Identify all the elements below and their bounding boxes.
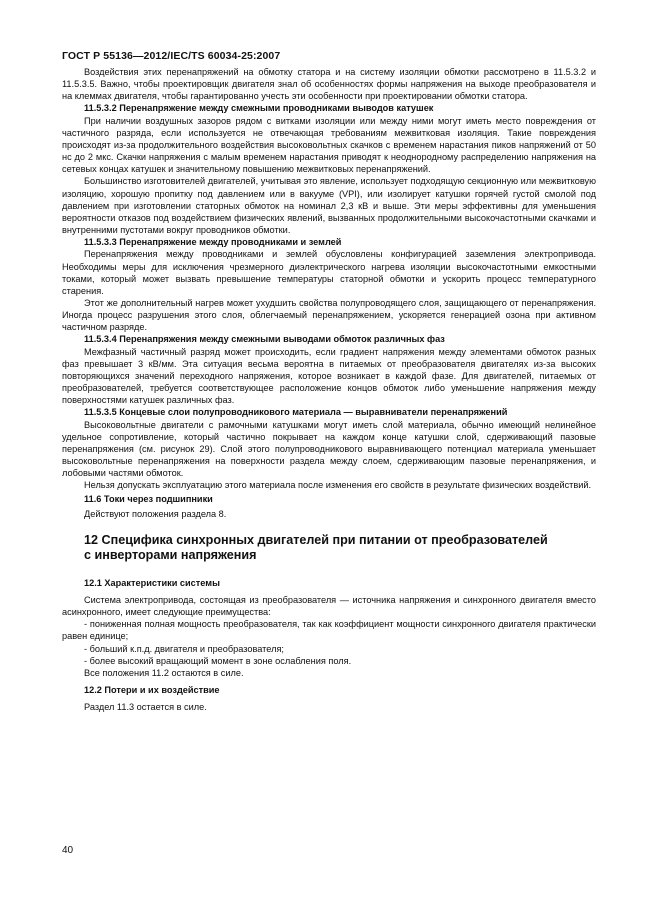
paragraph: Воздействия этих перенапряжений на обмотку статора и на систему изоляции обмотки рассмотрено в 11.5.3.2 и 11.5.3.5. Важно, чтобы проектировщик двигателя знал об особенностях формы напряжения на выходе преобразователя и на клеммах двигателя, чтобы гарантированно учесть эти особенности при проектировании обмотки статора. [62,67,596,102]
section-heading-12-2: 12.2 Потери и их воздействие [84,685,220,696]
paragraph: Межфазный частичный разряд может происходить, если градиент напряжения между элементами обмоток разных фаз превышает 3 кВ/мм. Эта ситуация весьма вероятна в питаемых от преобразователя двигателях из-за высоких повторяющихся значений переходного напряжения, которое возникает в каждой фазе. Для двигателей, питаемых от преобразователей, требуется соответствующее расположение концов обмоток либо уменьшение напряжения между поверхностями катушек различных фаз. [62,346,596,406]
section-heading-11-5-3-4: 11.5.3.4 Перенапряжения между смежными выводами обмоток различных фаз [84,334,445,345]
section-heading-11-5-3-3: 11.5.3.3 Перенапряжение между проводниками и землей [84,237,342,248]
paragraph: Действуют положения раздела 8. [84,508,227,519]
list-item: - более высокий вращающий момент в зоне ослабления поля. [84,655,352,666]
list-item: - пониженная полная мощность преобразователя, так как коэффициент мощности синхронного двигателя практически равен единице; [62,619,596,642]
paragraph: Перенапряжения между проводниками и землей обусловлены конфигурацией заземления электропривода. Необходимы меры для исключения чрезмерного диэлектрического нагрева изоляции высокочастотными емкостными токами, который может вызвать превышение температуры статорной обмотки и ускорить процесс температурного старения. [62,249,596,296]
section-heading-11-5-3-2: 11.5.3.2 Перенапряжение между смежными проводниками выводов катушек [84,103,434,114]
section-heading-12-1: 12.1 Характеристики системы [84,577,220,588]
document-body [62,66,596,713]
document-header: ГОСТ Р 55136—2012/IEC/TS 60034-25:2007 [62,50,281,62]
chapter-heading-line-1: 12 Специфика синхронных двигателей при питании от преобразователей [84,532,548,547]
paragraph: Большинство изготовителей двигателей, учитывая это явление, использует подходящую секционную или межвитковую изоляцию, хорошую пропитку под давлением или в вакууме (VPI), или изолирует катушки горячей густой смолой под давлением при изготовлении статорных обмоток на номинал 2,3 кВ и выше. Эти меры эффективны для уменьшения вероятности отказов под воздействием физических явлений, вызванных продолжительными высокочастотными скачками и внутренними пустотами вокруг проводников обмотки. [62,176,596,236]
section-heading-11-6: 11.6 Токи через подшипники [84,494,213,505]
paragraph: Все положения 11.2 остаются в силе. [84,667,244,678]
paragraph: При наличии воздушных зазоров рядом с витками изоляции или между ними могут иметь место повреждения от частичного разряда, если используется не отвечающая требованиям межвитковая изоляция. Такие повреждения происходят из-за продолжительного воздействия высоковольтных скачков с временем нарастания пиков напряжений от 50 нс до 2 мкс. Скачки напряжения с малым временем нарастания приводят к неоднородному распределению напряжения на сетевых концах катушек и значительному повышению межвитковых перенапряжений. [62,115,596,175]
paragraph: Раздел 11.3 остается в силе. [84,702,207,713]
list-item: - больший к.п.д. двигателя и преобразователя; [84,643,284,654]
paragraph: Высоковольтные двигатели с рамочными катушками могут иметь слой материала, обычно имеющий нелинейное удельное сопротивление, который частично покрывает на каждом конце катушки слой, сдерживающий пазовые перенапряжения (см. рисунок 29). Слой этого полупроводникового выравнивающего потенциал материала уменьшает высоковольтные перенапряжения на поверхности раздела между слоем, сдерживающим пазовые перенапряжения, и лобовыми частями обмоток. [62,419,596,479]
chapter-heading-line-2: с инверторами напряжения [84,548,257,563]
paragraph: Нельзя допускать эксплуатацию этого материала после изменения его свойств в результате физических воздействий. [84,480,592,491]
section-heading-11-5-3-5: 11.5.3.5 Концевые слои полупроводникового материала — выравниватели перенапряжений [84,407,508,418]
chapter-heading-12 [62,533,596,564]
page-number: 40 [62,845,74,856]
paragraph: Этот же дополнительный нагрев может ухудшить свойства полупроводящего слоя, защищающего от перенапряжения. Иногда процесс разрушения этого слоя, облегчаемый перенапряжением, ускоряется генерацией озона при активном частичном разряде. [62,297,596,333]
paragraph: Система электропривода, состоящая из преобразователя — источника напряжения и синхронного двигателя вместо асинхронного, имеет следующие преимущества: [62,594,596,618]
